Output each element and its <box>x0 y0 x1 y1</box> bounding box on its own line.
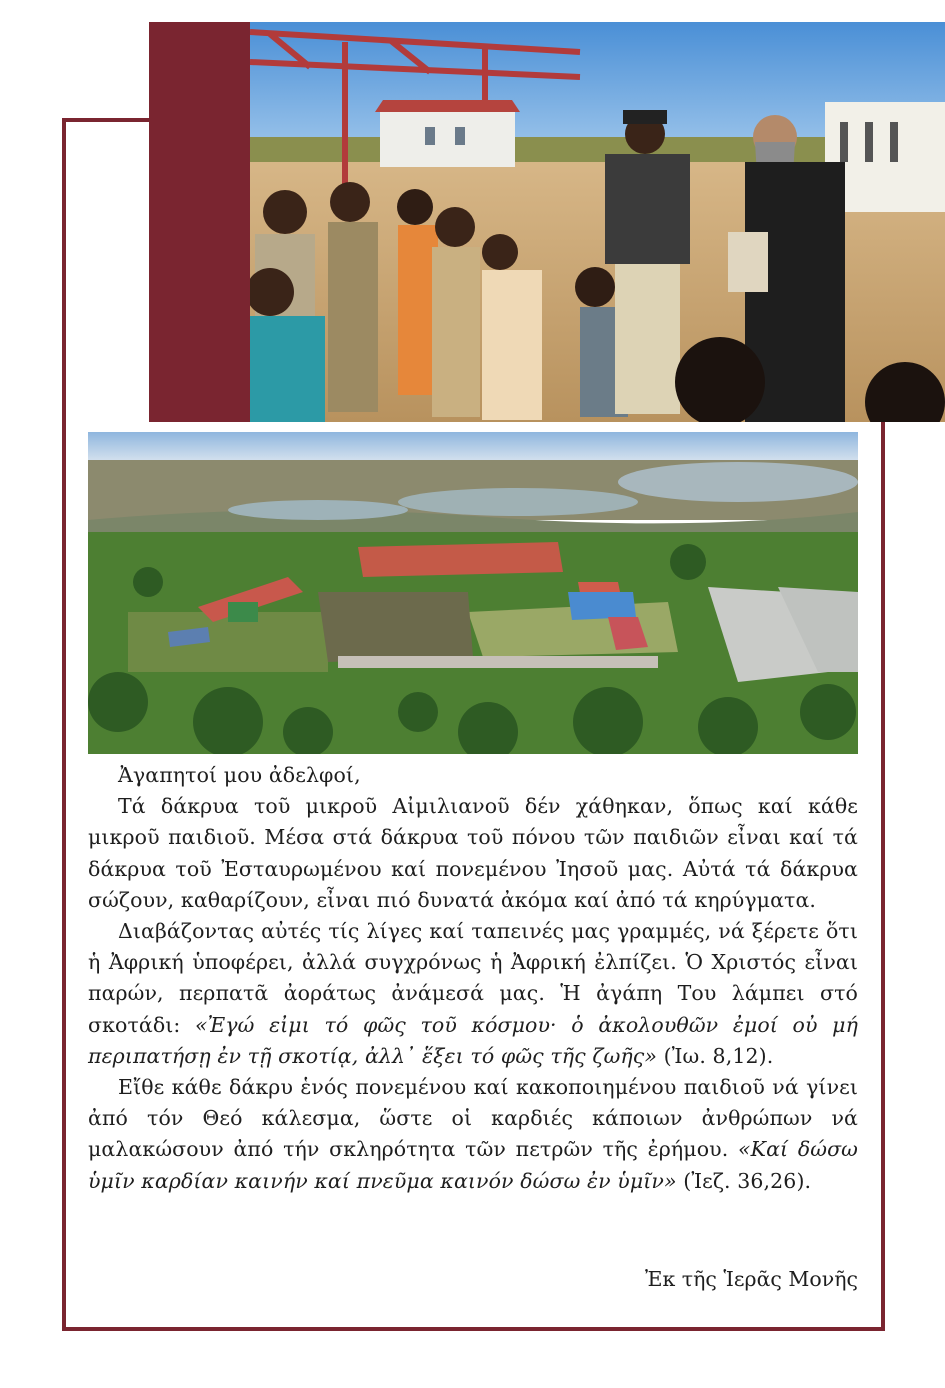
scripture-ref-ezekiel: (Ἰεζ. 36,26). <box>676 1168 812 1193</box>
letter-body <box>88 760 858 1197</box>
paragraph-2-text: Διαβάζοντας αὐτές τίς λίγες καί ταπεινές μας γραμμές, νά ξέρετε ὅτι ἡ Ἀφρική ὑποφέρει, ἀλλά συγχρόνως ἡ Ἀφρική ἐλπίζει. Ὁ Χριστός εἶναι παρών, περπατᾶ ἀοράτως ἀνάμεσά μας. Ἡ ἀγάπη Του λάμπει στό σκοτάδι: <box>88 919 858 1037</box>
scripture-quote-ezekiel: «Καί δώσω ὑμῖν καρδίαν καινήν καί πνεῦμα καινόν δώσω ἐν ὑμῖν» <box>88 1137 858 1193</box>
accent-color-block <box>149 22 250 422</box>
photo-children-with-priest-illustration <box>250 22 945 422</box>
letter-paragraph-2 <box>88 916 858 1072</box>
letter-paragraph-1: Τά δάκρυα τοῦ μικροῦ Αἰμιλιανοῦ δέν χάθηκαν, ὅπως καί κάθε μικροῦ παιδιοῦ. Μέσα στά δάκρυα τοῦ πόνου τῶν παιδιῶν εἶναι καί τά δάκρυα τοῦ Ἐσταυρωμένου καί πονεμένου Ἰησοῦ μας. Αὐτά τά δάκρυα σώζουν, καθαρίζουν, εἶναι πιό δυνατά ἀκόμα καί ἀπό τά κηρύγματα. <box>88 794 858 912</box>
photo-aerial-mission-compound-illustration <box>88 432 858 754</box>
photo-aerial-mission-compound <box>88 432 858 754</box>
paragraph-3-text: Εἴθε κάθε δάκρυ ἑνός πονεμένου καί κακοποιημένου παιδιοῦ νά γίνει ἀπό τόν Θεό κάλεσμα, ὥστε οἱ καρδιές κάποιων ἀνθρώπων νά μαλακώσουν ἀπό τήν σκληρότητα τῶν πετρῶν τῆς ἐρήμου. <box>88 1075 858 1162</box>
letter-greeting: Ἀγαπητοί μου ἀδελφοί, <box>118 763 361 787</box>
signature: Ἐκ τῆς Ἱερᾶς Μονῆς <box>644 1267 858 1291</box>
photo-children-with-priest <box>250 22 945 422</box>
scripture-ref-john: (Ἰω. 8,12). <box>657 1043 774 1068</box>
letter-paragraph-3 <box>88 1072 858 1197</box>
scripture-quote-john: «Ἐγώ εἰμι τό φῶς τοῦ κόσμου· ὁ ἀκολουθῶν ἐμοί οὐ μή περιπατήσῃ ἐν τῇ σκοτίᾳ, ἀλλ᾽ ἕξει τό φῶς τῆς ζωῆς» <box>88 1012 858 1068</box>
